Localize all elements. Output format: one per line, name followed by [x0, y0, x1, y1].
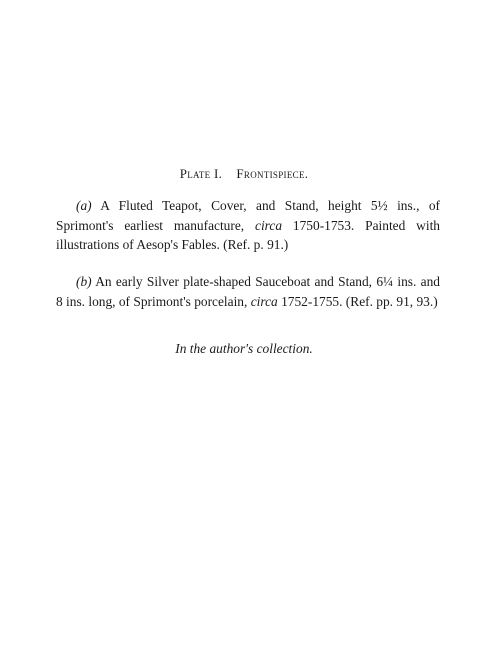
- item-text: An early Silver plate-shaped Sauceboat and Stand, 6¼ ins. and 8 ins. long, of Sprimont's porcelain,: [56, 274, 440, 309]
- item-marker: (a): [76, 198, 92, 213]
- item-text: A Fluted Teapot, Cover, and Stand, height 5½ ins., of Sprimont's earliest manufacture,: [56, 198, 440, 233]
- item-text-end: 1752-1755. (Ref. pp. 91, 93.): [277, 293, 438, 309]
- plate-heading: [0, 166, 488, 182]
- item-italic: circa: [255, 217, 283, 233]
- collection-credit: In the author's collection.: [175, 341, 313, 356]
- caption-item-a: [56, 196, 440, 255]
- plate-title: Frontispiece.: [236, 166, 309, 181]
- plate-label: Plate I.: [179, 166, 223, 181]
- item-marker: (b): [76, 274, 92, 289]
- item-italic: circa: [250, 293, 278, 309]
- caption-item-b: [56, 272, 440, 311]
- item-text-end: 1750-1753. Painted with illustrations of Aesop's Fables. (Ref. p. 91.): [56, 217, 440, 252]
